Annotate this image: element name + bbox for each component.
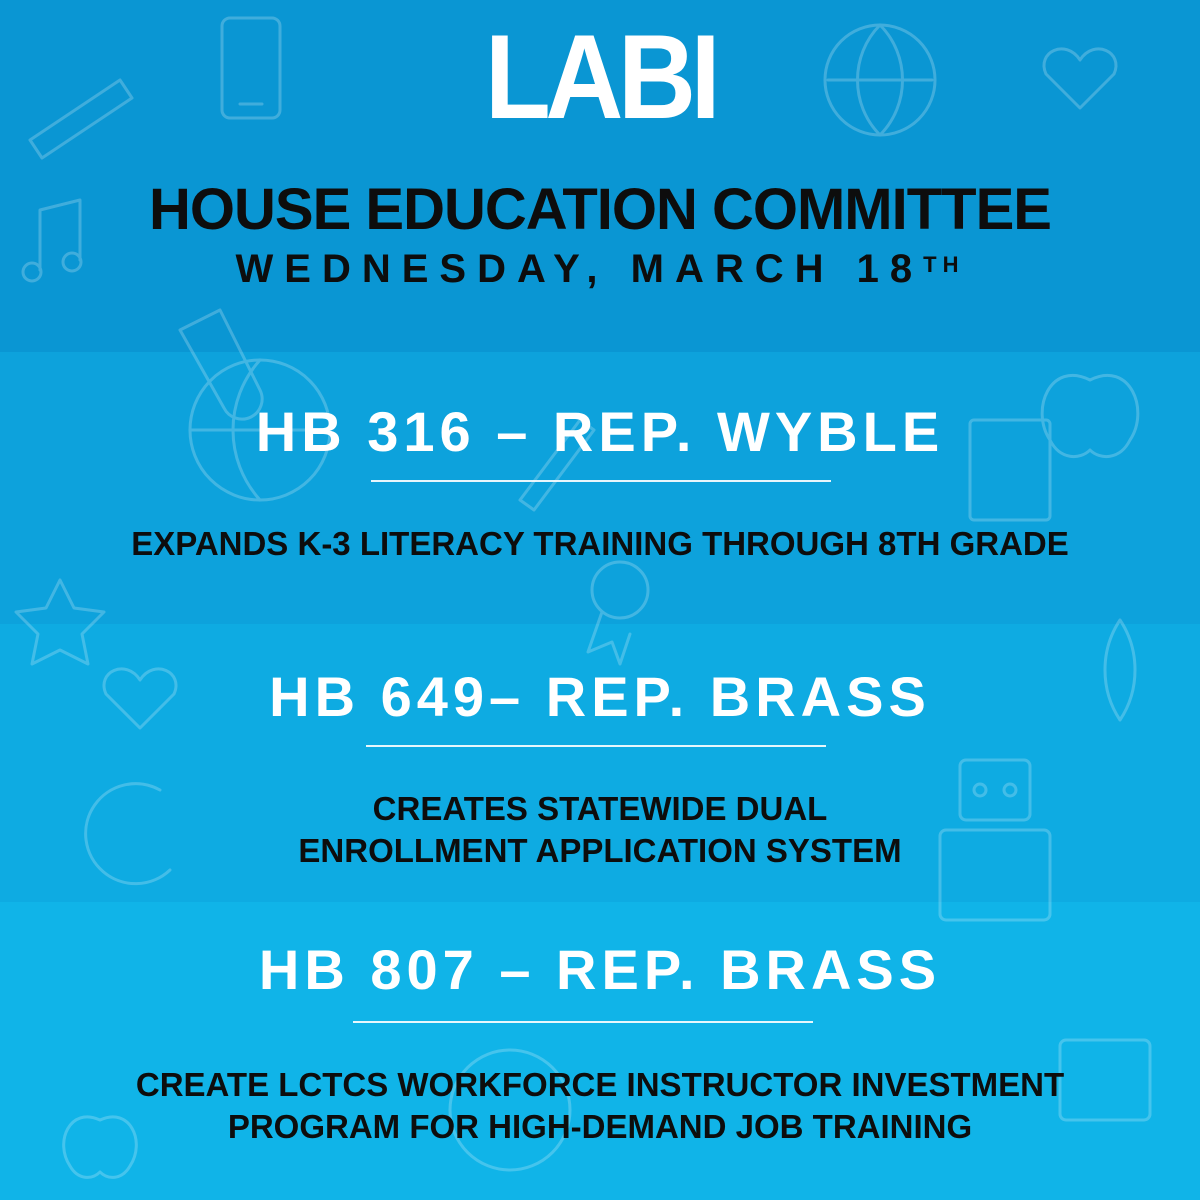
divider: [371, 480, 831, 482]
bill-description-hb649-line-2: ENROLLMENT APPLICATION SYSTEM: [298, 832, 902, 869]
bill-heading-hb649: HB 649– REP. BRASS: [269, 665, 931, 728]
bill-description-hb649-line-1: CREATES STATEWIDE DUAL: [372, 790, 828, 827]
labi-logo: LABI: [484, 10, 716, 144]
bill-description-hb316: EXPANDS K-3 LITERACY TRAINING THROUGH 8TH GRADE: [131, 525, 1069, 562]
bill-description-hb807-line-1: CREATE LCTCS WORKFORCE INSTRUCTOR INVESTMENT: [135, 1066, 1065, 1103]
divider: [366, 745, 826, 747]
meeting-date-text: WEDNESDAY, MARCH 18: [235, 247, 924, 291]
meeting-date: [0, 245, 1200, 293]
divider: [353, 1021, 813, 1023]
page-title: HOUSE EDUCATION COMMITTEE: [149, 177, 1051, 242]
date-ordinal-suffix: TH: [923, 252, 965, 277]
bill-heading-hb316: HB 316 – REP. WYBLE: [255, 400, 945, 463]
bill-heading-hb807: HB 807 – REP. BRASS: [258, 938, 942, 1001]
bill-description-hb807-line-2: PROGRAM FOR HIGH-DEMAND JOB TRAINING: [227, 1108, 973, 1145]
